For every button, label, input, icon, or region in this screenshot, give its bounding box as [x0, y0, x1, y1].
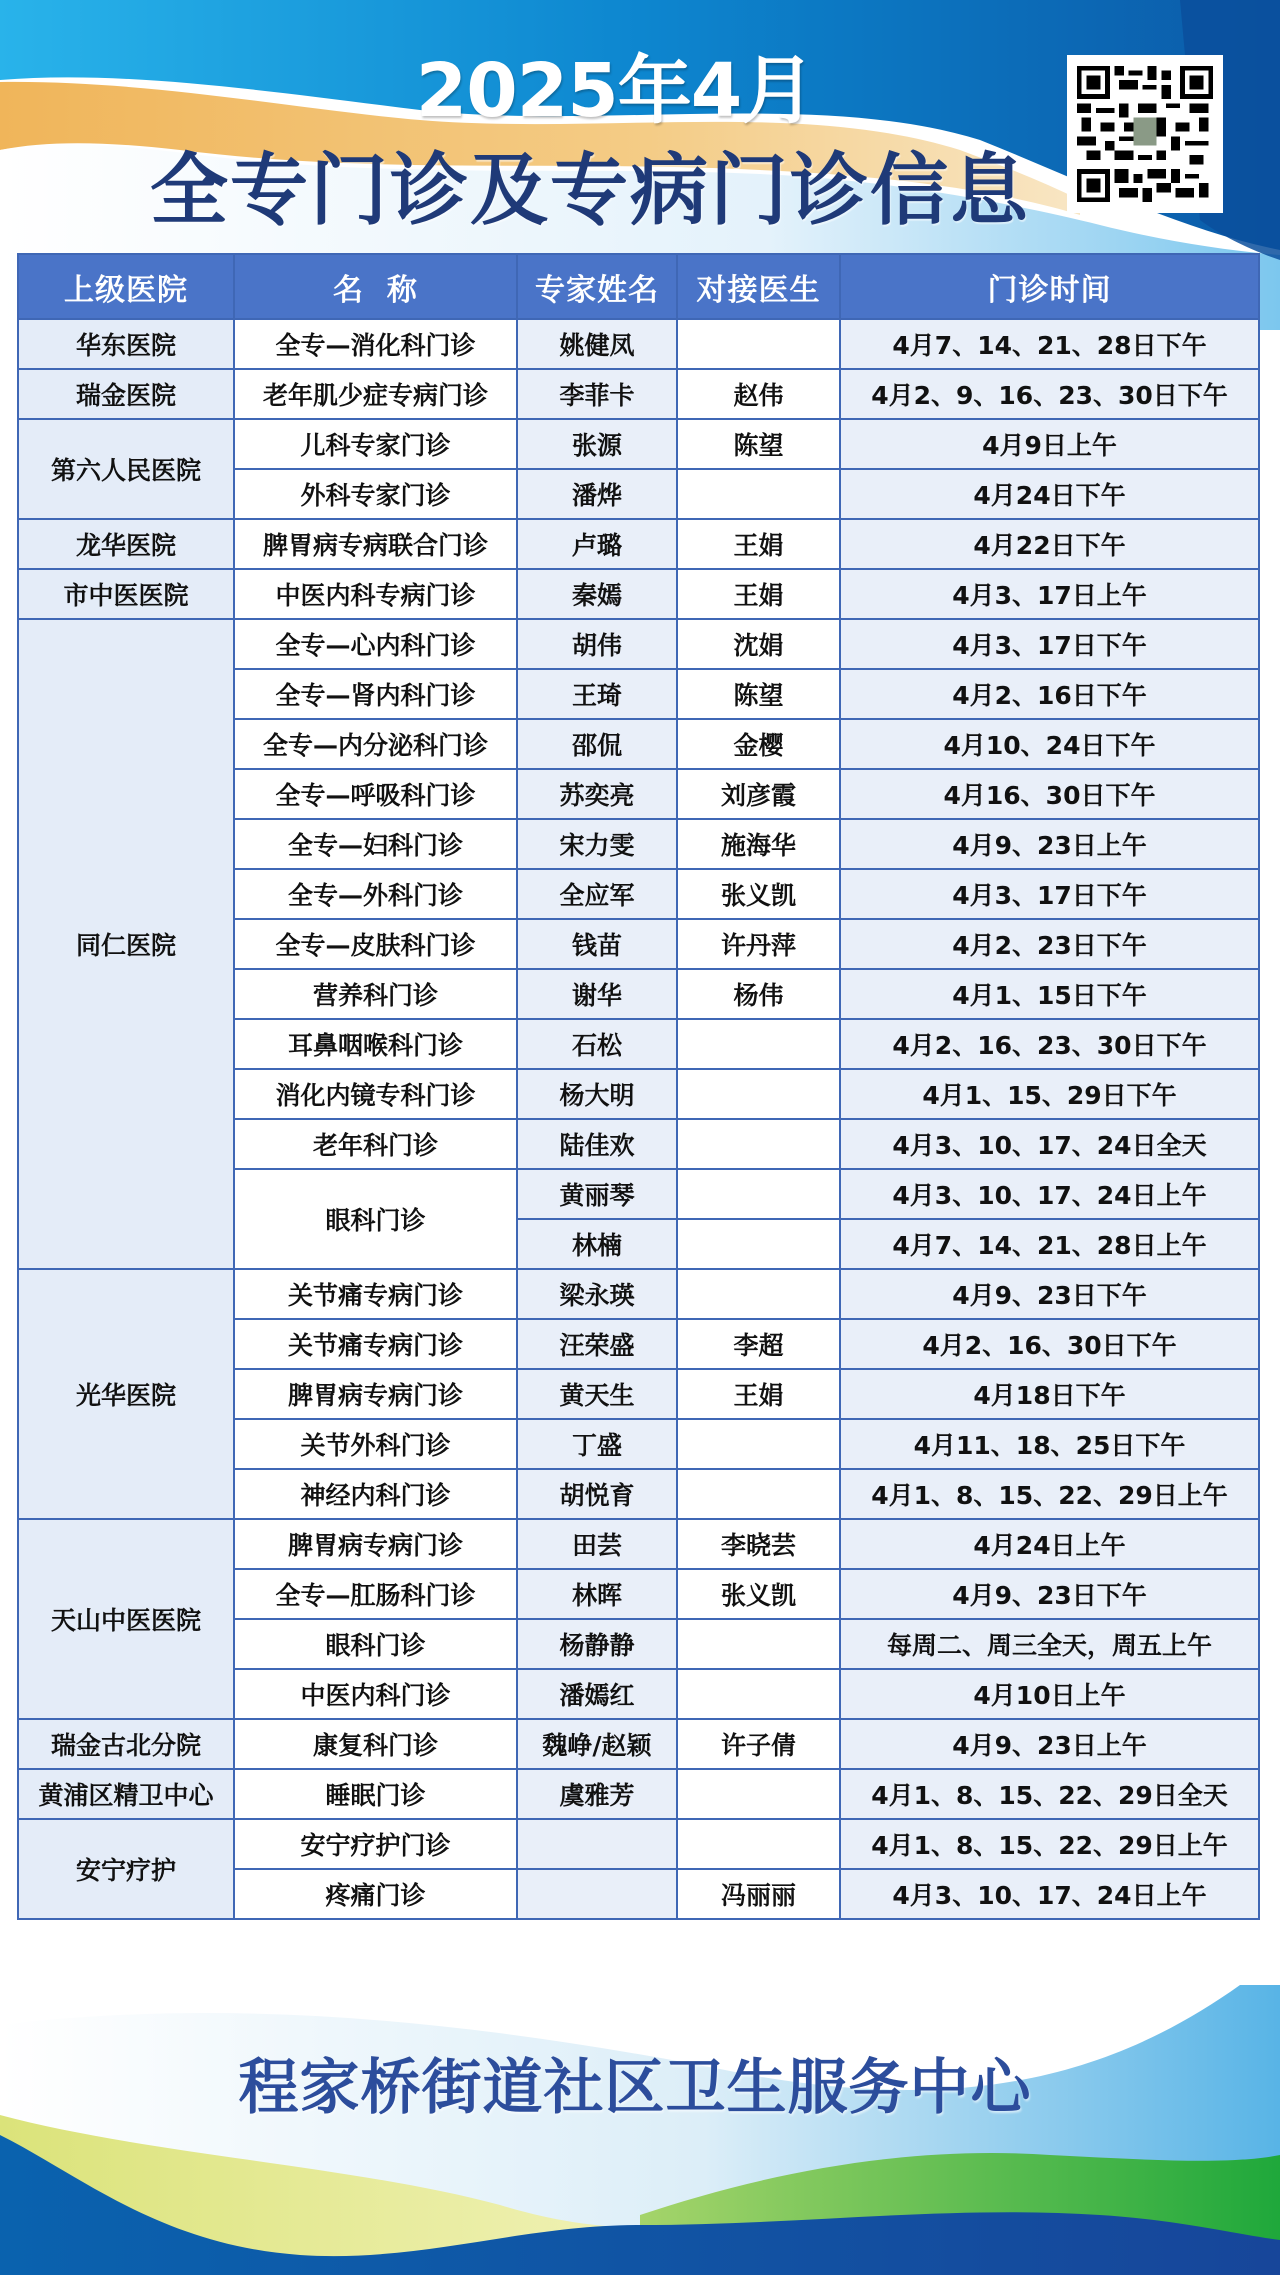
- clinic-cell: 脾胃病专病门诊: [234, 1519, 517, 1569]
- clinic-schedule-table: [17, 253, 1260, 1920]
- time-cell: 4月24日下午: [840, 469, 1259, 519]
- table-row: [18, 1769, 1259, 1819]
- time-cell: 4月3、10、17、24日上午: [840, 1869, 1259, 1919]
- table-row: [18, 519, 1259, 569]
- expert-cell: 姚健凤: [517, 319, 677, 369]
- time-cell: 4月3、10、17、24日全天: [840, 1119, 1259, 1169]
- clinic-cell: 全专—内分泌科门诊: [234, 719, 517, 769]
- time-cell: 4月1、8、15、22、29日全天: [840, 1769, 1259, 1819]
- table-row: [18, 569, 1259, 619]
- expert-cell: 苏奕亮: [517, 769, 677, 819]
- clinic-cell: 关节痛专病门诊: [234, 1269, 517, 1319]
- doctor-cell: [677, 1119, 840, 1169]
- doctor-cell: [677, 1669, 840, 1719]
- time-cell: 4月2、16、30日下午: [840, 1319, 1259, 1369]
- hospital-cell: 黄浦区精卫中心: [18, 1769, 234, 1819]
- time-cell: 4月9、23日上午: [840, 819, 1259, 869]
- expert-cell: 潘烨: [517, 469, 677, 519]
- expert-cell: 李菲卡: [517, 369, 677, 419]
- time-cell: 4月3、17日上午: [840, 569, 1259, 619]
- time-cell: 4月3、17日下午: [840, 619, 1259, 669]
- time-cell: 4月11、18、25日下午: [840, 1419, 1259, 1469]
- expert-cell: 王琦: [517, 669, 677, 719]
- clinic-cell: 全专—心内科门诊: [234, 619, 517, 669]
- doctor-cell: [677, 1819, 840, 1869]
- hospital-cell: 第六人民医院: [18, 419, 234, 519]
- doctor-cell: 杨伟: [677, 969, 840, 1019]
- time-cell: 每周二、周三全天，周五上午: [840, 1619, 1259, 1669]
- doctor-cell: 陈望: [677, 669, 840, 719]
- hospital-cell: 天山中医医院: [18, 1519, 234, 1719]
- doctor-cell: 李晓芸: [677, 1519, 840, 1569]
- column-header-clinic: 名 称: [234, 254, 517, 319]
- expert-cell: 潘嫣红: [517, 1669, 677, 1719]
- doctor-cell: 金樱: [677, 719, 840, 769]
- time-cell: 4月7、14、21、28日下午: [840, 319, 1259, 369]
- doctor-cell: 李超: [677, 1319, 840, 1369]
- clinic-cell: 全专—皮肤科门诊: [234, 919, 517, 969]
- expert-cell: 胡悦育: [517, 1469, 677, 1519]
- doctor-cell: 施海华: [677, 819, 840, 869]
- time-cell: 4月16、30日下午: [840, 769, 1259, 819]
- time-cell: 4月9、23日上午: [840, 1719, 1259, 1769]
- expert-cell: 邵侃: [517, 719, 677, 769]
- doctor-cell: 张义凯: [677, 1569, 840, 1619]
- footer-wave-background: [0, 1985, 1280, 2275]
- time-cell: 4月1、8、15、22、29日上午: [840, 1819, 1259, 1869]
- hospital-cell: 光华医院: [18, 1269, 234, 1519]
- doctor-cell: 张义凯: [677, 869, 840, 919]
- qr-code-icon: [1077, 65, 1213, 203]
- time-cell: 4月24日上午: [840, 1519, 1259, 1569]
- expert-cell: 谢华: [517, 969, 677, 1019]
- doctor-cell: 沈娟: [677, 619, 840, 669]
- doctor-cell: 陈望: [677, 419, 840, 469]
- expert-cell: 丁盛: [517, 1419, 677, 1469]
- doctor-cell: [677, 1069, 840, 1119]
- expert-cell: [517, 1869, 677, 1919]
- clinic-cell: 全专—妇科门诊: [234, 819, 517, 869]
- clinic-cell: 关节痛专病门诊: [234, 1319, 517, 1369]
- expert-cell: [517, 1819, 677, 1869]
- clinic-cell: 全专—消化科门诊: [234, 319, 517, 369]
- clinic-cell: 外科专家门诊: [234, 469, 517, 519]
- expert-cell: 胡伟: [517, 619, 677, 669]
- clinic-cell: 安宁疗护门诊: [234, 1819, 517, 1869]
- doctor-cell: [677, 469, 840, 519]
- clinic-cell: 消化内镜专科门诊: [234, 1069, 517, 1119]
- clinic-cell: 老年肌少症专病门诊: [234, 369, 517, 419]
- hospital-cell: 龙华医院: [18, 519, 234, 569]
- column-header-time: 门诊时间: [840, 254, 1259, 319]
- expert-cell: 杨大明: [517, 1069, 677, 1119]
- clinic-cell: 老年科门诊: [234, 1119, 517, 1169]
- time-cell: 4月9日上午: [840, 419, 1259, 469]
- expert-cell: 钱苗: [517, 919, 677, 969]
- doctor-cell: 许子倩: [677, 1719, 840, 1769]
- expert-cell: 张源: [517, 419, 677, 469]
- organization-name: 程家桥街道社区卫生服务中心: [238, 2053, 1032, 2123]
- expert-cell: 杨静静: [517, 1619, 677, 1669]
- doctor-cell: 刘彦霞: [677, 769, 840, 819]
- doctor-cell: [677, 1269, 840, 1319]
- hospital-cell: 瑞金古北分院: [18, 1719, 234, 1769]
- expert-cell: 林楠: [517, 1219, 677, 1269]
- column-header-hospital: 上级医院: [18, 254, 234, 319]
- time-cell: 4月22日下午: [840, 519, 1259, 569]
- page-title-year: 2025年4月: [415, 48, 815, 134]
- table-row: [18, 1819, 1259, 1869]
- expert-cell: 汪荣盛: [517, 1319, 677, 1369]
- expert-cell: 梁永瑛: [517, 1269, 677, 1319]
- clinic-cell: 眼科门诊: [234, 1169, 517, 1269]
- column-header-expert: 专家姓名: [517, 254, 677, 319]
- doctor-cell: [677, 319, 840, 369]
- doctor-cell: [677, 1219, 840, 1269]
- expert-cell: 田芸: [517, 1519, 677, 1569]
- hospital-cell: 同仁医院: [18, 619, 234, 1269]
- doctor-cell: [677, 1019, 840, 1069]
- clinic-cell: 神经内科门诊: [234, 1469, 517, 1519]
- clinic-cell: 全专—外科门诊: [234, 869, 517, 919]
- time-cell: 4月2、23日下午: [840, 919, 1259, 969]
- clinic-cell: 关节外科门诊: [234, 1419, 517, 1469]
- time-cell: 4月10、24日下午: [840, 719, 1259, 769]
- clinic-cell: 营养科门诊: [234, 969, 517, 1019]
- clinic-cell: 康复科门诊: [234, 1719, 517, 1769]
- table-row: [18, 319, 1259, 369]
- time-cell: 4月2、16日下午: [840, 669, 1259, 719]
- time-cell: 4月18日下午: [840, 1369, 1259, 1419]
- time-cell: 4月2、9、16、23、30日下午: [840, 369, 1259, 419]
- expert-cell: 虞雅芳: [517, 1769, 677, 1819]
- doctor-cell: [677, 1469, 840, 1519]
- doctor-cell: 赵伟: [677, 369, 840, 419]
- expert-cell: 黄丽琴: [517, 1169, 677, 1219]
- hospital-cell: 市中医医院: [18, 569, 234, 619]
- clinic-cell: 全专—肛肠科门诊: [234, 1569, 517, 1619]
- expert-cell: 全应军: [517, 869, 677, 919]
- expert-cell: 魏峥/赵颖: [517, 1719, 677, 1769]
- time-cell: 4月1、8、15、22、29日上午: [840, 1469, 1259, 1519]
- time-cell: 4月9、23日下午: [840, 1269, 1259, 1319]
- doctor-cell: 冯丽丽: [677, 1869, 840, 1919]
- clinic-cell: 全专—肾内科门诊: [234, 669, 517, 719]
- qr-code[interactable]: [1067, 55, 1223, 213]
- hospital-cell: 安宁疗护: [18, 1819, 234, 1919]
- expert-cell: 卢璐: [517, 519, 677, 569]
- time-cell: 4月3、10、17、24日上午: [840, 1169, 1259, 1219]
- table-row: [18, 1269, 1259, 1319]
- time-cell: 4月1、15日下午: [840, 969, 1259, 1019]
- table-row: [18, 1519, 1259, 1569]
- clinic-cell: 儿科专家门诊: [234, 419, 517, 469]
- doctor-cell: 王娟: [677, 519, 840, 569]
- expert-cell: 石松: [517, 1019, 677, 1069]
- clinic-cell: 脾胃病专病门诊: [234, 1369, 517, 1419]
- expert-cell: 陆佳欢: [517, 1119, 677, 1169]
- expert-cell: 秦嫣: [517, 569, 677, 619]
- column-header-doctor: 对接医生: [677, 254, 840, 319]
- doctor-cell: 王娟: [677, 1369, 840, 1419]
- time-cell: 4月3、17日下午: [840, 869, 1259, 919]
- table-row: [18, 1719, 1259, 1769]
- table-row: [18, 619, 1259, 669]
- table-row: [18, 369, 1259, 419]
- time-cell: 4月10日上午: [840, 1669, 1259, 1719]
- table-header-row: [18, 254, 1259, 319]
- expert-cell: 林晖: [517, 1569, 677, 1619]
- doctor-cell: 王娟: [677, 569, 840, 619]
- doctor-cell: [677, 1769, 840, 1819]
- doctor-cell: [677, 1169, 840, 1219]
- time-cell: 4月9、23日下午: [840, 1569, 1259, 1619]
- clinic-cell: 中医内科专病门诊: [234, 569, 517, 619]
- clinic-cell: 疼痛门诊: [234, 1869, 517, 1919]
- expert-cell: 黄天生: [517, 1369, 677, 1419]
- expert-cell: 宋力雯: [517, 819, 677, 869]
- clinic-cell: 全专—呼吸科门诊: [234, 769, 517, 819]
- hospital-cell: 华东医院: [18, 319, 234, 369]
- hospital-cell: 瑞金医院: [18, 369, 234, 419]
- clinic-cell: 耳鼻咽喉科门诊: [234, 1019, 517, 1069]
- time-cell: 4月7、14、21、28日上午: [840, 1219, 1259, 1269]
- clinic-cell: 眼科门诊: [234, 1619, 517, 1669]
- page-title: 全专门诊及专病门诊信息: [149, 146, 1030, 236]
- clinic-cell: 睡眠门诊: [234, 1769, 517, 1819]
- time-cell: 4月2、16、23、30日下午: [840, 1019, 1259, 1069]
- time-cell: 4月1、15、29日下午: [840, 1069, 1259, 1119]
- doctor-cell: [677, 1619, 840, 1669]
- clinic-cell: 中医内科门诊: [234, 1669, 517, 1719]
- doctor-cell: 许丹萍: [677, 919, 840, 969]
- table-row: [18, 419, 1259, 469]
- doctor-cell: [677, 1419, 840, 1469]
- clinic-cell: 脾胃病专病联合门诊: [234, 519, 517, 569]
